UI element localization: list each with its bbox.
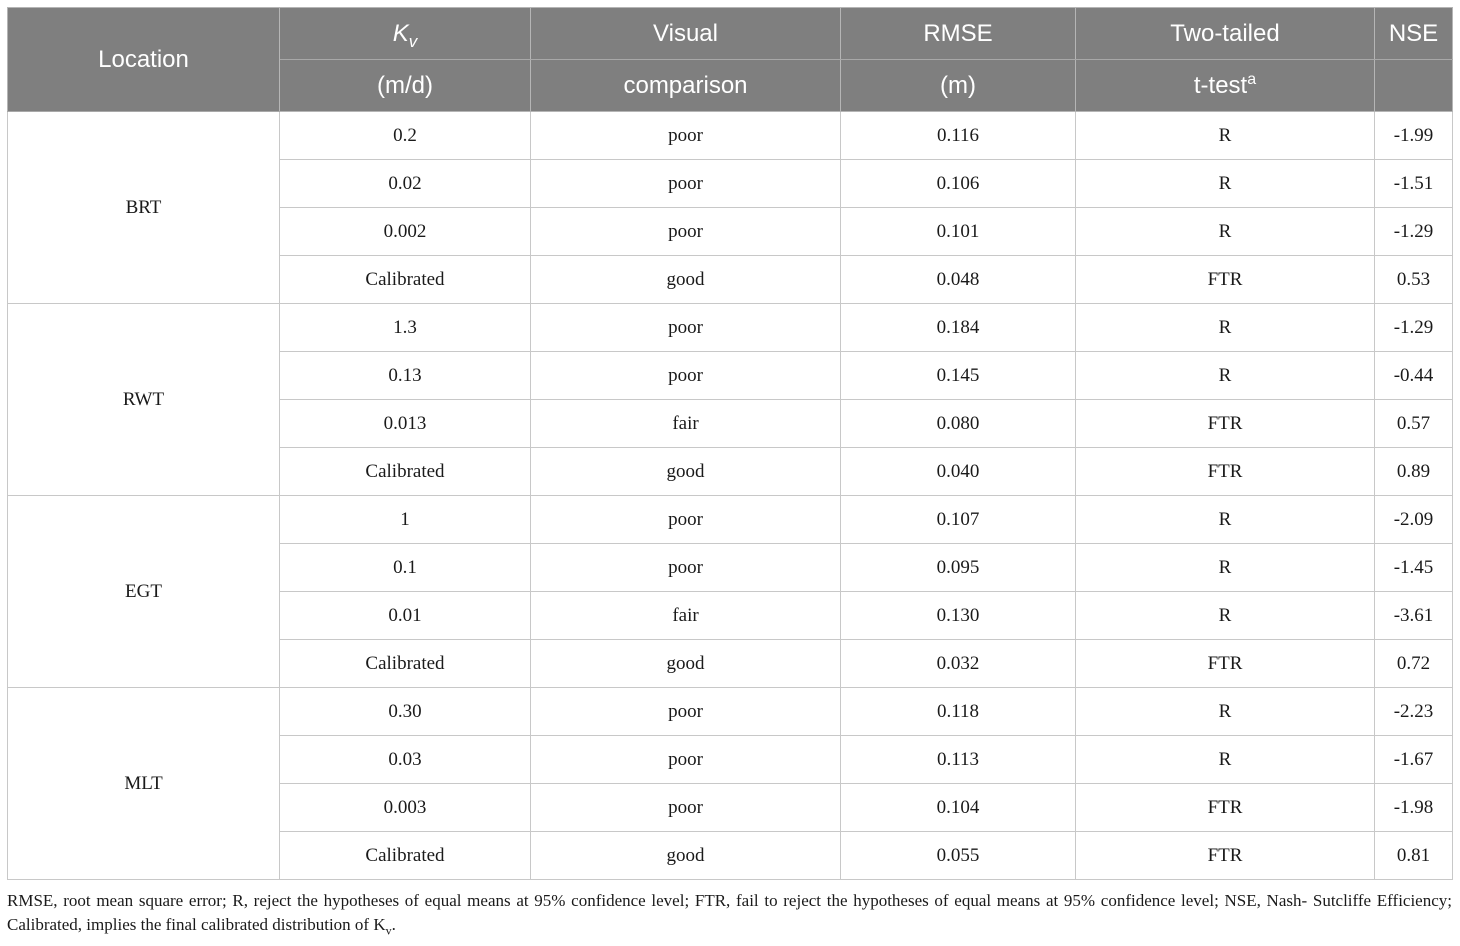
nse-cell: -1.45 xyxy=(1375,544,1453,592)
ttest-cell: R xyxy=(1076,352,1375,400)
ttest-cell: FTR xyxy=(1076,784,1375,832)
kv-cell: Calibrated xyxy=(280,256,531,304)
header-ttest-line1: Two-tailed xyxy=(1076,8,1375,60)
kv-cell: 0.13 xyxy=(280,352,531,400)
ttest-cell: R xyxy=(1076,544,1375,592)
header-ttest-text: t-test xyxy=(1193,71,1248,99)
ttest-cell: R xyxy=(1076,688,1375,736)
ttest-cell: R xyxy=(1076,496,1375,544)
header-nse-empty xyxy=(1375,60,1453,112)
nse-cell: -1.99 xyxy=(1375,112,1453,160)
header-kv-unit: (m/d) xyxy=(280,60,531,112)
results-table xyxy=(7,7,1453,880)
kv-cell: Calibrated xyxy=(280,832,531,880)
table-footnote xyxy=(7,889,1452,937)
rmse-cell: 0.184 xyxy=(841,304,1076,352)
location-cell: MLT xyxy=(8,688,280,880)
nse-cell: 0.81 xyxy=(1375,832,1453,880)
nse-cell: -1.29 xyxy=(1375,208,1453,256)
visual-cell: fair xyxy=(531,592,841,640)
rmse-cell: 0.118 xyxy=(841,688,1076,736)
footnote-text: RMSE, root mean square error; R, reject the hypotheses of equal means at 95% confidence level; FTR, fail to reject the hypotheses of equal means at 95% confidence level; NSE, Nash- Sutcliffe Efficiency; Calibrated, implies the final calibrated distribution of K xyxy=(7,891,1452,934)
header-visual-line2: comparison xyxy=(531,60,841,112)
rmse-cell: 0.107 xyxy=(841,496,1076,544)
header-location: Location xyxy=(8,8,280,112)
rmse-cell: 0.055 xyxy=(841,832,1076,880)
nse-cell: 0.89 xyxy=(1375,448,1453,496)
nse-cell: -1.98 xyxy=(1375,784,1453,832)
rmse-cell: 0.130 xyxy=(841,592,1076,640)
visual-cell: poor xyxy=(531,784,841,832)
visual-cell: poor xyxy=(531,736,841,784)
nse-cell: -2.09 xyxy=(1375,496,1453,544)
visual-cell: poor xyxy=(531,304,841,352)
rmse-cell: 0.032 xyxy=(841,640,1076,688)
location-cell: BRT xyxy=(8,112,280,304)
visual-cell: fair xyxy=(531,400,841,448)
rmse-cell: 0.080 xyxy=(841,400,1076,448)
ttest-cell: R xyxy=(1076,736,1375,784)
ttest-cell: R xyxy=(1076,208,1375,256)
table-row xyxy=(8,304,1453,352)
rmse-cell: 0.101 xyxy=(841,208,1076,256)
header-kv-subscript: v xyxy=(408,31,418,51)
table-header xyxy=(8,8,1453,112)
visual-cell: poor xyxy=(531,112,841,160)
ttest-cell: FTR xyxy=(1076,256,1375,304)
nse-cell: -1.67 xyxy=(1375,736,1453,784)
visual-cell: poor xyxy=(531,544,841,592)
nse-cell: -2.23 xyxy=(1375,688,1453,736)
location-cell: EGT xyxy=(8,496,280,688)
ttest-cell: R xyxy=(1076,160,1375,208)
nse-cell: 0.72 xyxy=(1375,640,1453,688)
visual-cell: good xyxy=(531,640,841,688)
header-ttest-line2 xyxy=(1076,60,1375,112)
rmse-cell: 0.104 xyxy=(841,784,1076,832)
header-kv xyxy=(280,8,531,60)
kv-cell: Calibrated xyxy=(280,640,531,688)
table-body xyxy=(8,112,1453,880)
kv-cell: 0.02 xyxy=(280,160,531,208)
rmse-cell: 0.048 xyxy=(841,256,1076,304)
kv-cell: 0.002 xyxy=(280,208,531,256)
nse-cell: 0.57 xyxy=(1375,400,1453,448)
footnote-end: . xyxy=(391,915,396,934)
rmse-cell: 0.116 xyxy=(841,112,1076,160)
header-ttest-superscript: a xyxy=(1247,70,1257,88)
visual-cell: good xyxy=(531,256,841,304)
location-cell: RWT xyxy=(8,304,280,496)
visual-cell: good xyxy=(531,832,841,880)
rmse-cell: 0.145 xyxy=(841,352,1076,400)
rmse-cell: 0.113 xyxy=(841,736,1076,784)
kv-cell: 0.30 xyxy=(280,688,531,736)
visual-cell: poor xyxy=(531,496,841,544)
ttest-cell: R xyxy=(1076,592,1375,640)
kv-cell: 0.2 xyxy=(280,112,531,160)
kv-cell: 1.3 xyxy=(280,304,531,352)
nse-cell: 0.53 xyxy=(1375,256,1453,304)
header-visual-line1: Visual xyxy=(531,8,841,60)
header-nse: NSE xyxy=(1375,8,1453,60)
table-row xyxy=(8,112,1453,160)
nse-cell: -1.51 xyxy=(1375,160,1453,208)
visual-cell: poor xyxy=(531,160,841,208)
visual-cell: poor xyxy=(531,688,841,736)
ttest-cell: FTR xyxy=(1076,832,1375,880)
kv-cell: 0.013 xyxy=(280,400,531,448)
ttest-cell: FTR xyxy=(1076,640,1375,688)
kv-cell: 1 xyxy=(280,496,531,544)
header-rmse-line1: RMSE xyxy=(841,8,1076,60)
kv-cell: 0.003 xyxy=(280,784,531,832)
nse-cell: -0.44 xyxy=(1375,352,1453,400)
visual-cell: good xyxy=(531,448,841,496)
nse-cell: -1.29 xyxy=(1375,304,1453,352)
rmse-cell: 0.095 xyxy=(841,544,1076,592)
header-rmse-line2: (m) xyxy=(841,60,1076,112)
results-table-container xyxy=(7,7,1452,880)
kv-cell: 0.1 xyxy=(280,544,531,592)
kv-cell: 0.03 xyxy=(280,736,531,784)
footnote-subscript: v xyxy=(385,923,392,938)
ttest-cell: FTR xyxy=(1076,448,1375,496)
header-kv-symbol: K xyxy=(392,19,409,47)
kv-cell: 0.01 xyxy=(280,592,531,640)
visual-cell: poor xyxy=(531,208,841,256)
rmse-cell: 0.040 xyxy=(841,448,1076,496)
table-row xyxy=(8,688,1453,736)
ttest-cell: R xyxy=(1076,112,1375,160)
ttest-cell: R xyxy=(1076,304,1375,352)
ttest-cell: FTR xyxy=(1076,400,1375,448)
nse-cell: -3.61 xyxy=(1375,592,1453,640)
visual-cell: poor xyxy=(531,352,841,400)
kv-cell: Calibrated xyxy=(280,448,531,496)
table-row xyxy=(8,496,1453,544)
rmse-cell: 0.106 xyxy=(841,160,1076,208)
